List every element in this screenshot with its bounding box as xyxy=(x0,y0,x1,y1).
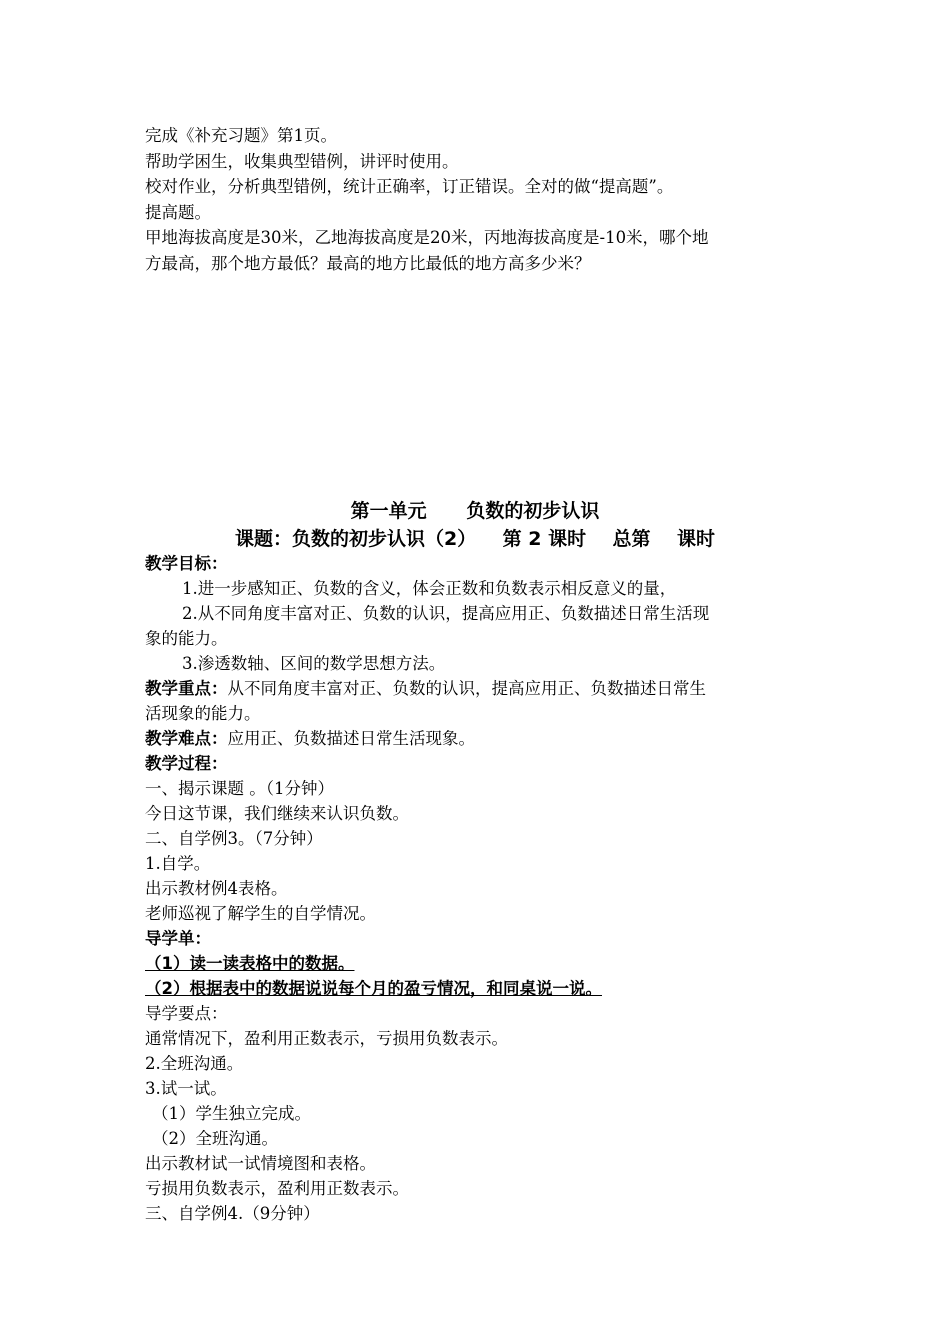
guide-label: 导学单： xyxy=(145,929,211,948)
section-heading: 三、自学例4.（9分钟） xyxy=(145,1204,320,1223)
text-line: 提高题。 xyxy=(145,203,211,222)
text-line: 老师巡视了解学生的自学情况。 xyxy=(145,904,376,923)
difficulty-text: 应用正、负数描述日常生活现象。 xyxy=(227,729,475,748)
text-line: 帮助学困生，收集典型错例，讲评时使用。 xyxy=(145,152,459,171)
text-line: 通常情况下，盈利用正数表示，亏损用负数表示。 xyxy=(145,1029,508,1048)
text-line: 完成《补充习题》第1页。 xyxy=(145,126,337,145)
text-line: 3.试一试。 xyxy=(145,1079,227,1098)
text-line: 1.自学。 xyxy=(145,854,211,873)
guide-item: （1）读一读表格中的数据。 xyxy=(145,954,355,973)
lesson-title: 课题：负数的初步认识（2） 第 2 课时 总第 课时 xyxy=(234,528,716,550)
guide-item: （2）根据表中的数据说说每个月的盈亏情况，和同桌说一说。 xyxy=(145,979,602,998)
text-line: 校对作业，分析典型错例，统计正确率，订正错误。全对的做“提高题”。 xyxy=(145,177,674,196)
key-label: 教学重点： xyxy=(145,679,228,698)
section-heading: 二、自学例3。（7分钟） xyxy=(145,829,323,848)
goal-item: 2.从不同角度丰富对正、负数的认识，提高应用正、负数描述日常生活现 xyxy=(182,604,710,623)
goal-item: 3.渗透数轴、区间的数学思想方法。 xyxy=(182,654,446,673)
text-line: 甲地海拔高度是30米，乙地海拔高度是20米，丙地海拔高度是-10米，哪个地 xyxy=(145,228,709,247)
unit-title: 第一单元 负数的初步认识 xyxy=(350,500,600,522)
goal-item: 1.进一步感知正、负数的含义，体会正数和负数表示相反意义的量， xyxy=(182,579,677,598)
text-line: 出示教材试一试情境图和表格。 xyxy=(145,1154,376,1173)
key-text-continued: 活现象的能力。 xyxy=(145,704,261,723)
key-points xyxy=(145,677,825,701)
difficulty xyxy=(145,727,825,751)
text-line: 出示教材例4表格。 xyxy=(145,879,288,898)
text-line: 2.全班沟通。 xyxy=(145,1054,244,1073)
text-line: 亏损用负数表示，盈利用正数表示。 xyxy=(145,1179,409,1198)
difficulty-label: 教学难点： xyxy=(145,729,228,748)
section-heading: 一、揭示课题 。（1分钟） xyxy=(145,779,334,798)
key-text: 从不同角度丰富对正、负数的认识，提高应用正、负数描述日常生 xyxy=(227,679,706,698)
text-line: （1）学生独立完成。 xyxy=(152,1104,311,1123)
points-label: 导学要点： xyxy=(145,1004,228,1023)
goal-item-continued: 象的能力。 xyxy=(145,629,228,648)
text-line: 今日这节课，我们继续来认识负数。 xyxy=(145,804,409,823)
process-label: 教学过程： xyxy=(145,754,228,773)
text-line: 方最高，那个地方最低？最高的地方比最低的地方高多少米？ xyxy=(145,254,591,273)
goals-label: 教学目标： xyxy=(145,554,228,573)
text-line: （2）全班沟通。 xyxy=(152,1129,278,1148)
